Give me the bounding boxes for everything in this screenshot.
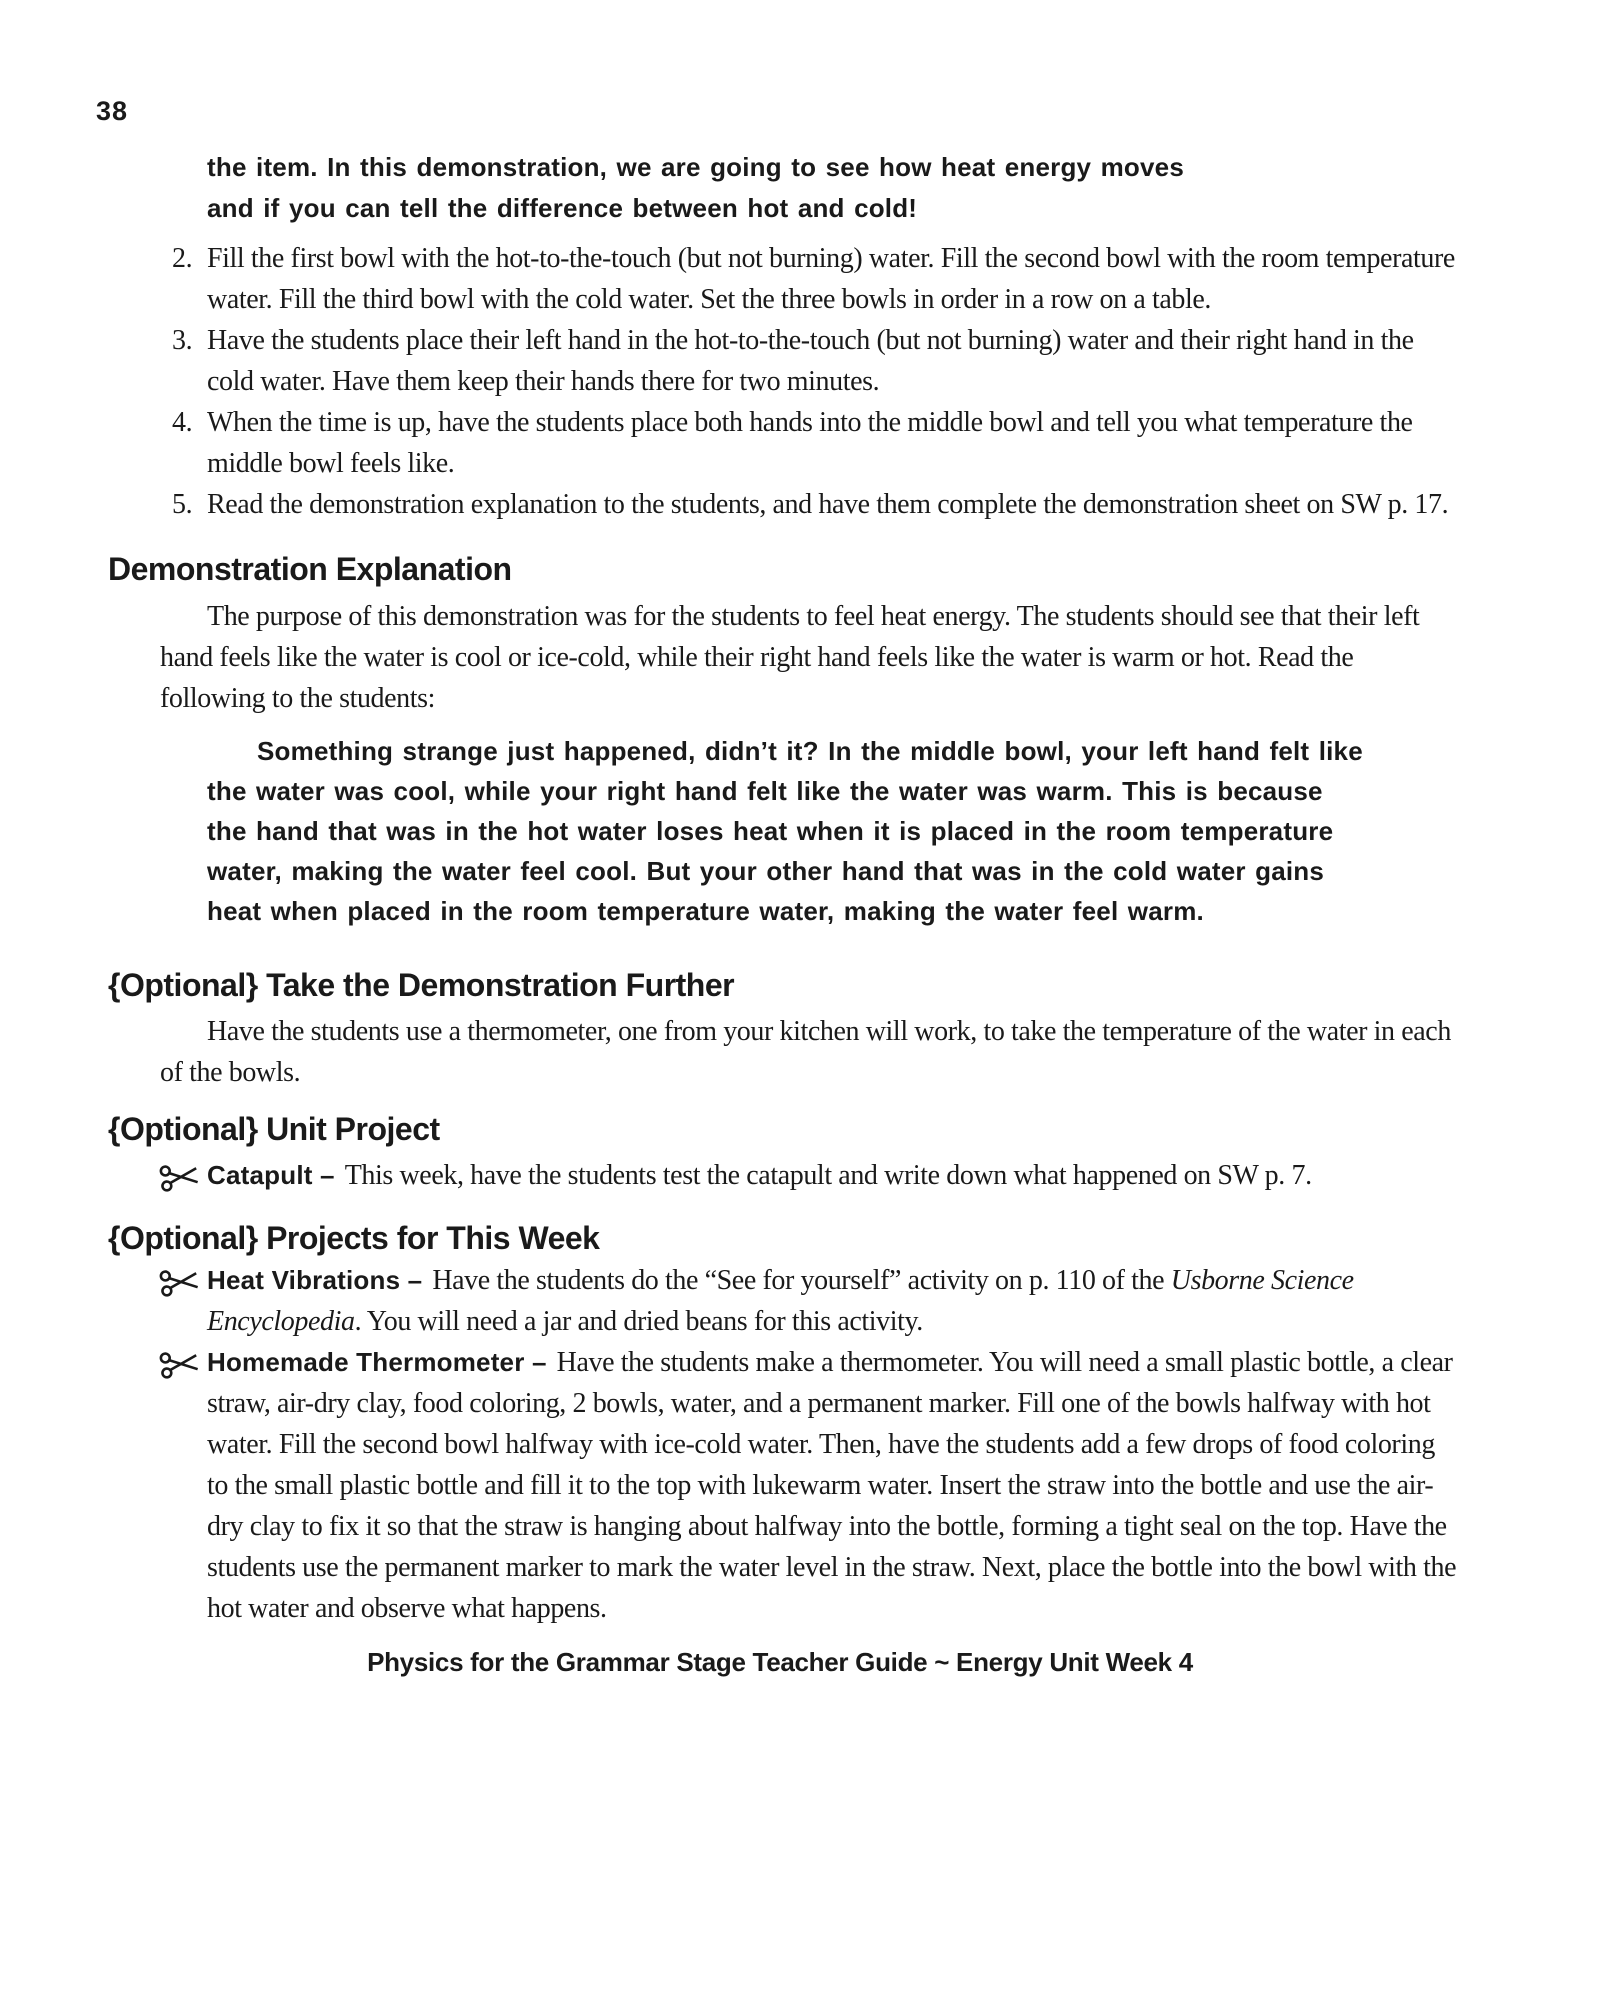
step-item	[172, 484, 1460, 525]
read-aloud-block: Something strange just happened, didn’t it? In the middle bowl, your left hand felt like the water was cool, while your right hand felt like the water was warm. This is because the hand that was in the hot water loses heat when it is placed in the room temperature water, making the water feel cool. But your other hand that was in the cold water gains heat when placed in the room temperature water, making the water feel warm.	[207, 736, 1363, 926]
read-aloud-intro	[207, 147, 1435, 229]
page-number: 38	[96, 96, 129, 126]
step-number: 5.	[172, 489, 193, 520]
project-text: Have the students make a thermometer. You will need a small plastic bottle, a clear straw, air-dry clay, food coloring, 2 bowls, water, and a permanent marker. Fill one of the bowls halfway with hot water. Fill the second bowl halfway with ice-cold water. Then, have the students add a few drops of food coloring to the small plastic bottle and fill it to the top with lukewarm water. Insert the straw into the bottle and use the air-dry clay to fix it so that the straw is hanging about halfway into the bottle, forming a tight seal on the top. Have the students use the permanent marker to mark the water level in the straw. Next, place the bottle into the bowl with the hot water and observe what happens.	[207, 1347, 1457, 1624]
section-heading-optional-take-further: {Optional} Take the Demonstration Further	[108, 967, 735, 1003]
step-number: 3.	[172, 325, 193, 356]
read-aloud-intro-line: the item. In this demonstration, we are going to see how heat energy moves	[207, 152, 1184, 182]
step-item	[172, 320, 1460, 402]
step-text: Have the students place their left hand in the hot-to-the-touch (but not burning) water and their right hand in the cold water. Have them keep their hands there for two minutes.	[207, 325, 1414, 397]
step-item	[172, 238, 1460, 320]
project-bullet-catapult	[207, 1155, 1460, 1196]
step-number: 2.	[172, 243, 193, 274]
page-footer: Physics for the Grammar Stage Teacher Guide ~ Energy Unit Week 4	[367, 1647, 1193, 1677]
book-title: Usborne Science Encyclopedia	[207, 1265, 1354, 1337]
project-label: Heat Vibrations –	[207, 1265, 423, 1295]
scissors-icon	[158, 1265, 203, 1299]
step-number: 4.	[172, 407, 193, 438]
section-heading-demonstration-explanation: Demonstration Explanation	[108, 551, 512, 587]
section-heading-optional-projects-week: {Optional} Projects for This Week	[108, 1220, 600, 1256]
read-aloud-intro-line: and if you can tell the difference between hot and cold!	[207, 193, 918, 223]
project-text: Have the students do the “See for yourself” activity on p. 110 of the	[432, 1265, 1171, 1296]
project-bullet-heat-vibrations	[207, 1260, 1460, 1342]
step-item	[172, 402, 1460, 484]
scissors-icon	[158, 1160, 203, 1194]
step-text: Fill the first bowl with the hot-to-the-touch (but not burning) water. Fill the second bowl with the room temperature water. Fill the third bowl with the cold water. Set the three bowls in order in a row on a table.	[207, 243, 1455, 315]
project-label: Catapult –	[207, 1160, 335, 1190]
section-heading-optional-unit-project: {Optional} Unit Project	[108, 1111, 440, 1147]
step-text: Read the demonstration explanation to the students, and have them complete the demonstration sheet on SW p. 17.	[207, 489, 1449, 520]
scissors-icon	[158, 1347, 203, 1381]
demonstration-explanation-paragraph: The purpose of this demonstration was for the students to feel heat energy. The students should see that their left hand feels like the water is cool or ice-cold, while their right hand feels like the water is warm or hot. Read the following to the students:	[160, 601, 1420, 714]
optional-take-further-paragraph: Have the students use a thermometer, one from your kitchen will work, to take the temperature of the water in each of the bowls.	[160, 1016, 1451, 1088]
numbered-steps	[0, 238, 1600, 525]
project-text: . You will need a jar and dried beans for this activity.	[354, 1306, 923, 1337]
step-text: When the time is up, have the students place both hands into the middle bowl and tell you what temperature the middle bowl feels like.	[207, 407, 1413, 479]
project-text: This week, have the students test the catapult and write down what happened on SW p. 7.	[344, 1160, 1312, 1191]
project-bullet-homemade-thermometer	[207, 1342, 1460, 1629]
project-label: Homemade Thermometer –	[207, 1347, 547, 1377]
